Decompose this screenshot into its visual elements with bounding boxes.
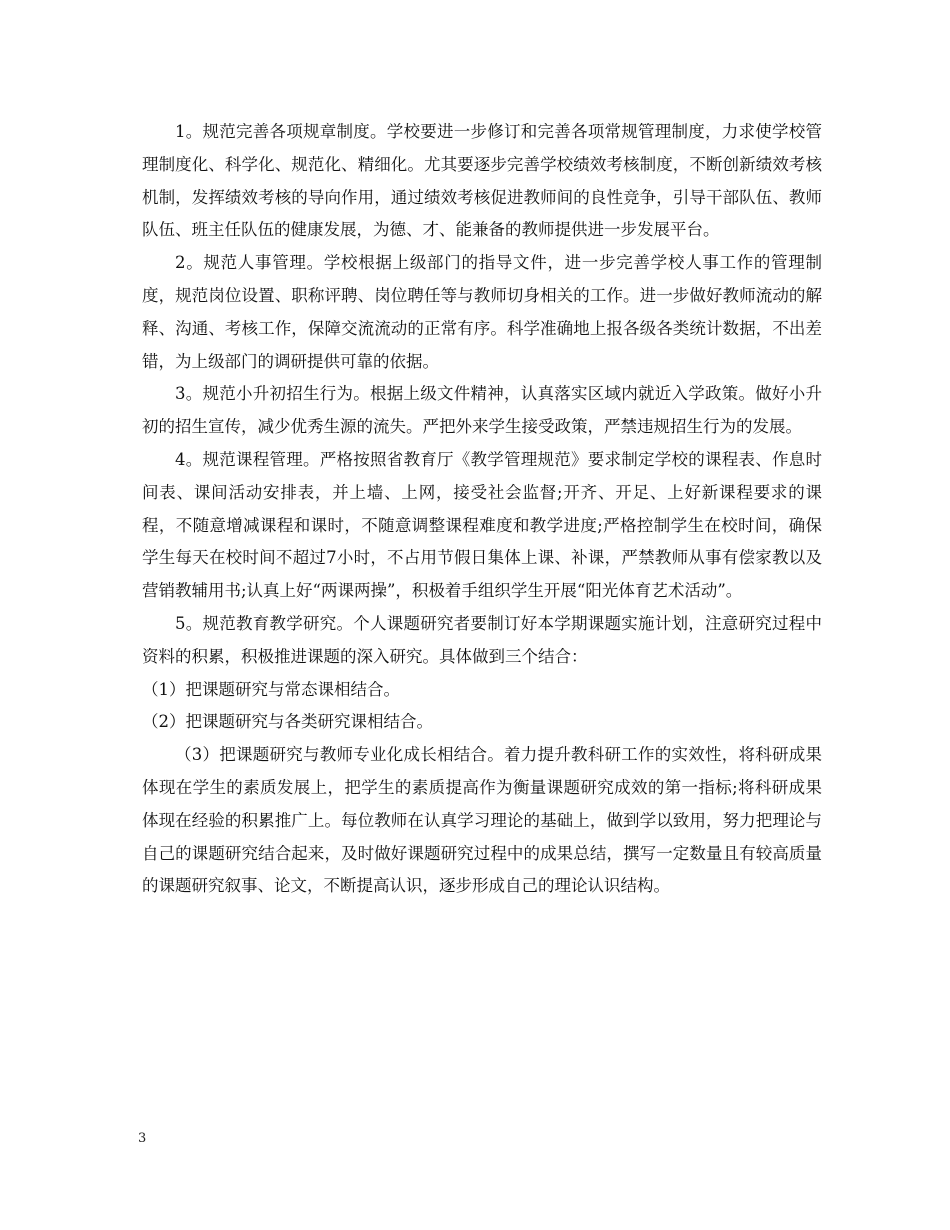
paragraph-3: 3。规范小升初招生行为。根据上级文件精神，认真落实区域内就近入学政策。做好小升初的招生宣传，减少优秀生源的流失。严把外来学生接受政策，严禁违规招生行为的发展。 xyxy=(142,384,822,437)
paragraph-2: 2。规范人事管理。学校根据上级部门的指导文件，进一步完善学校人事工作的管理制度，规范岗位设置、职称评聘、岗位聘任等与教师切身相关的工作。进一步做好教师流动的解释、沟通、考核工作，保障交流流动的正常有序。科学准确地上报各级各类统计数据，不出差错，为上级部门的调研提供可靠的依据。 xyxy=(142,253,822,371)
sub-item-2: （2）把课题研究与各类研究课相结合。 xyxy=(142,712,433,732)
paragraph-5: 5。规范教育教学研究。个人课题研究者要制订好本学期课题实施计划，注意研究过程中资料的积累，积极推进课题的深入研究。具体做到三个结合： xyxy=(142,613,822,666)
sub-item-1: （1）把课题研究与常态课相结合。 xyxy=(142,679,400,699)
paragraph-4: 4。规范课程管理。严格按照省教育厅《教学管理规范》要求制定学校的课程表、作息时间表、课间活动安排表，并上墙、上网，接受社会监督;开齐、开足、上好新课程要求的课程，不随意增减课程和课时，不随意调整课程难度和教学进度;严格控制学生在校时间，确保学生每天在校时间不超过7小时，不占用节假日集体上课、补课，严禁教师从事有偿家教以及营销教辅用书;认真上好“两课两操”，积极着手组织学生开展“阳光体育艺术活动”。 xyxy=(142,449,822,601)
paragraph-1: 1。规范完善各项规章制度。学校要进一步修订和完善各项常规管理制度，力求使学校管理制度化、科学化、规范化、精细化。尤其要逐步完善学校绩效考核制度，不断创新绩效考核机制，发挥绩效考核的导向作用，通过绩效考核促进教师间的良性竞争，引导干部队伍、教师队伍、班主任队伍的健康发展，为德、才、能兼备的教师提供进一步发展平台。 xyxy=(142,122,822,240)
page-number: 3 xyxy=(138,1131,147,1146)
sub-item-3: （3）把课题研究与教师专业化成长相结合。着力提升教科研工作的实效性，将科研成果体现在学生的素质发展上，把学生的素质提高作为衡量课题研究成效的第一指标;将科研成果体现在经验的积累推广上。每位教师在认真学习理论的基础上，做到学以致用，努力把理论与自己的课题研究结合起来，及时做好课题研究过程中的成果总结，撰写一定数量且有较高质量的课题研究叙事、论文，不断提高认识，逐步形成自己的理论认识结构。 xyxy=(142,745,822,896)
document-body xyxy=(142,116,822,903)
